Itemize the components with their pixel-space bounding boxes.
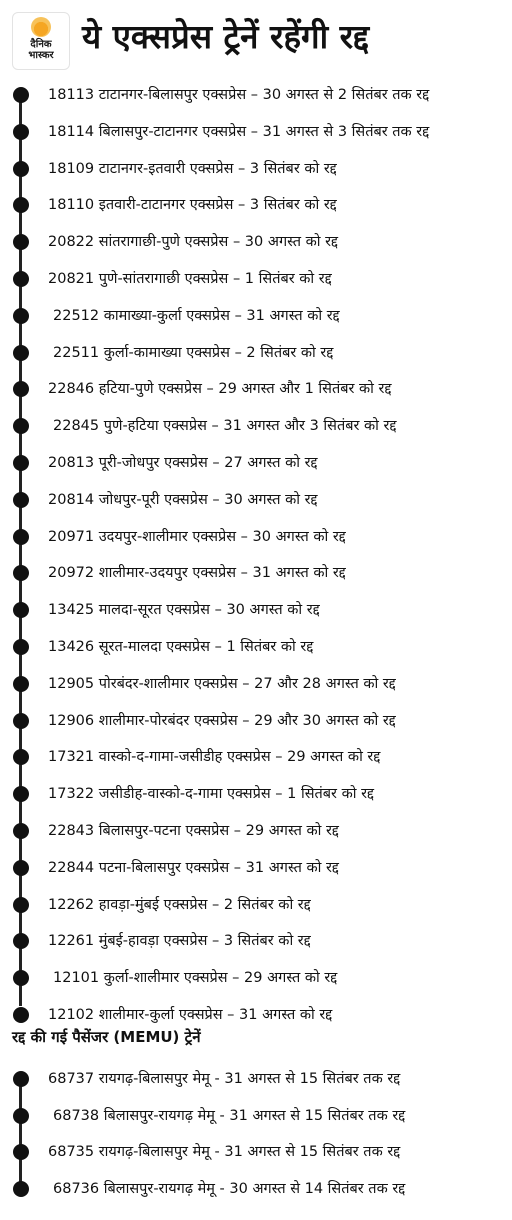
train-entry-text: 22511 कुर्ला-कामाख्या एक्सप्रेस – 2 सितंबर को रद्द [53, 344, 334, 361]
train-entry-text: 12102 शालीमार-कुर्ला एक्सप्रेस – 31 अगस्त को रद्द [48, 1007, 333, 1023]
train-entry-text: 20814 जोधपुर-पूरी एक्सप्रेस – 30 अगस्त को रद्द [48, 491, 318, 508]
train-entry-text: 18113 टाटानगर-बिलासपुर एक्सप्रेस – 30 अगस्त से 2 सितंबर तक रद्द [48, 87, 430, 103]
bullet-dot-icon [13, 1071, 29, 1087]
bullet-dot-icon [13, 970, 29, 986]
bullet-dot-icon [13, 418, 29, 434]
train-entry-text: 18110 इतवारी-टाटानगर एक्सप्रेस – 3 सितंबर को रद्द [48, 197, 337, 214]
list-item [0, 1099, 512, 1135]
bullet-dot-icon [13, 565, 29, 581]
bullet-dot-icon [13, 1181, 29, 1197]
list-item [0, 630, 512, 666]
header [0, 0, 512, 70]
bullet-dot-icon [13, 87, 29, 103]
train-entry-text: 17322 जसीडीह-वास्को-द-गामा एक्सप्रेस – 1 सितंबर को रद्द [48, 786, 375, 803]
list-item [0, 704, 512, 740]
bullet-dot-icon [13, 602, 29, 618]
list-item [0, 1172, 512, 1208]
train-entry-text: 17321 वास्को-द-गामा-जसीडीह एक्सप्रेस – 29 अगस्त को रद्द [48, 749, 381, 766]
train-entry-text: 68738 बिलासपुर-रायगढ़ मेमू - 31 अगस्त से 15 सितंबर तक रद्द [53, 1107, 406, 1124]
list-item [0, 851, 512, 887]
bullet-dot-icon [13, 1144, 29, 1160]
logo-text: दैनिक भास्कर [28, 39, 54, 61]
train-entry-text: 18109 टाटानगर-इतवारी एक्सप्रेस – 3 सितंबर को रद्द [48, 160, 337, 177]
bullet-dot-icon [13, 749, 29, 765]
bullet-dot-icon [13, 308, 29, 324]
bullet-dot-icon [13, 897, 29, 913]
train-entry-text: 68737 रायगढ़-बिलासपुर मेमू - 31 अगस्त से 15 सितंबर तक रद्द [48, 1071, 401, 1087]
bullet-dot-icon [13, 1007, 29, 1023]
bullet-dot-icon [13, 161, 29, 177]
list-item [0, 372, 512, 408]
train-entry-text: 22845 पुणे-हटिया एक्सप्रेस – 31 अगस्त और 3 सितंबर को रद्द [53, 418, 397, 435]
list-item [0, 262, 512, 298]
bullet-dot-icon [13, 455, 29, 471]
list-item [0, 961, 512, 997]
bullet-dot-icon [13, 823, 29, 839]
list-item [0, 78, 512, 114]
list-item [0, 740, 512, 776]
train-entry-text: 12262 हावड़ा-मुंबई एक्सप्रेस – 2 सितंबर को रद्द [48, 896, 311, 913]
train-entry-text: 68736 बिलासपुर-रायगढ़ मेमू - 30 अगस्त से 14 सितंबर तक रद्द [53, 1180, 406, 1197]
list-item [0, 446, 512, 482]
bullet-dot-icon [13, 713, 29, 729]
train-entry-text: 20821 पुणे-सांतरागाछी एक्सप्रेस – 1 सितंबर को रद्द [48, 271, 332, 287]
bullet-dot-icon [13, 345, 29, 361]
train-entry-text: 22512 कामाख्या-कुर्ला एक्सप्रेस – 31 अगस्त को रद्द [53, 307, 340, 324]
bullet-dot-icon [13, 492, 29, 508]
train-entry-text: 12261 मुंबई-हावड़ा एक्सप्रेस – 3 सितंबर को रद्द [48, 933, 311, 950]
list-item [0, 520, 512, 556]
list-item [0, 888, 512, 924]
bullet-dot-icon [13, 786, 29, 802]
train-entry-text: 12905 पोरबंदर-शालीमार एक्सप्रेस – 27 और 28 अगस्त को रद्द [48, 675, 396, 692]
train-entry-text: 12906 शालीमार-पोरबंदर एक्सप्रेस – 29 और 30 अगस्त को रद्द [48, 712, 396, 729]
sun-logo-icon [31, 17, 51, 37]
list-item [0, 777, 512, 813]
train-entry-text: 12101 कुर्ला-शालीमार एक्सप्रेस – 29 अगस्त को रद्द [53, 970, 338, 987]
bullet-dot-icon [13, 234, 29, 250]
bullet-dot-icon [13, 933, 29, 949]
train-entry-text: 22846 हटिया-पुणे एक्सप्रेस – 29 अगस्त और 1 सितंबर को रद्द [48, 381, 392, 398]
list-item [0, 556, 512, 592]
list-item [0, 593, 512, 629]
list-item [0, 409, 512, 445]
bullet-dot-icon [13, 1108, 29, 1124]
bullet-dot-icon [13, 124, 29, 140]
list-item [0, 225, 512, 261]
page-title: ये एक्सप्रेस ट्रेनें रहेंगी रद्द [82, 17, 370, 56]
bullet-dot-icon [13, 860, 29, 876]
train-entry-text: 20813 पूरी-जोधपुर एक्सप्रेस – 27 अगस्त को रद्द [48, 455, 318, 471]
list-item [0, 115, 512, 151]
bullet-dot-icon [13, 271, 29, 287]
train-entry-text: 22843 बिलासपुर-पटना एक्सप्रेस – 29 अगस्त को रद्द [48, 823, 339, 839]
list-item [0, 152, 512, 188]
dainik-bhaskar-logo [12, 12, 70, 70]
list-item [0, 188, 512, 224]
train-entry-text: 22844 पटना-बिलासपुर एक्सप्रेस – 31 अगस्त को रद्द [48, 859, 339, 876]
list-item [0, 667, 512, 703]
list-item [0, 299, 512, 335]
bullet-dot-icon [13, 639, 29, 655]
bullet-dot-icon [13, 676, 29, 692]
train-entry-text: 20972 शालीमार-उदयपुर एक्सप्रेस – 31 अगस्त को रद्द [48, 565, 346, 582]
train-entry-text: 13426 सूरत-मालदा एक्सप्रेस – 1 सितंबर को रद्द [48, 639, 314, 655]
list-item [0, 1062, 512, 1098]
bullet-dot-icon [13, 529, 29, 545]
list-item [0, 336, 512, 372]
train-entry-text: 20822 सांतरागाछी-पुणे एक्सप्रेस – 30 अगस्त को रद्द [48, 234, 339, 251]
train-entry-text: 18114 बिलासपुर-टाटानगर एक्सप्रेस – 31 अगस्त से 3 सितंबर तक रद्द [48, 123, 430, 140]
bullet-dot-icon [13, 197, 29, 213]
train-entry-text: 20971 उदयपुर-शालीमार एक्सप्रेस – 30 अगस्त को रद्द [48, 528, 346, 545]
list-item [0, 924, 512, 960]
memu-section-heading: रद्द की गई पैसेंजर (MEMU) ट्रेनें [12, 1028, 201, 1046]
list-item [0, 814, 512, 850]
list-item [0, 483, 512, 519]
train-entry-text: 13425 मालदा-सूरत एक्सप्रेस – 30 अगस्त को रद्द [48, 602, 320, 619]
bullet-dot-icon [13, 381, 29, 397]
train-entry-text: 68735 रायगढ़-बिलासपुर मेमू - 31 अगस्त से 15 सितंबर तक रद्द [48, 1144, 401, 1160]
list-item [0, 1135, 512, 1171]
